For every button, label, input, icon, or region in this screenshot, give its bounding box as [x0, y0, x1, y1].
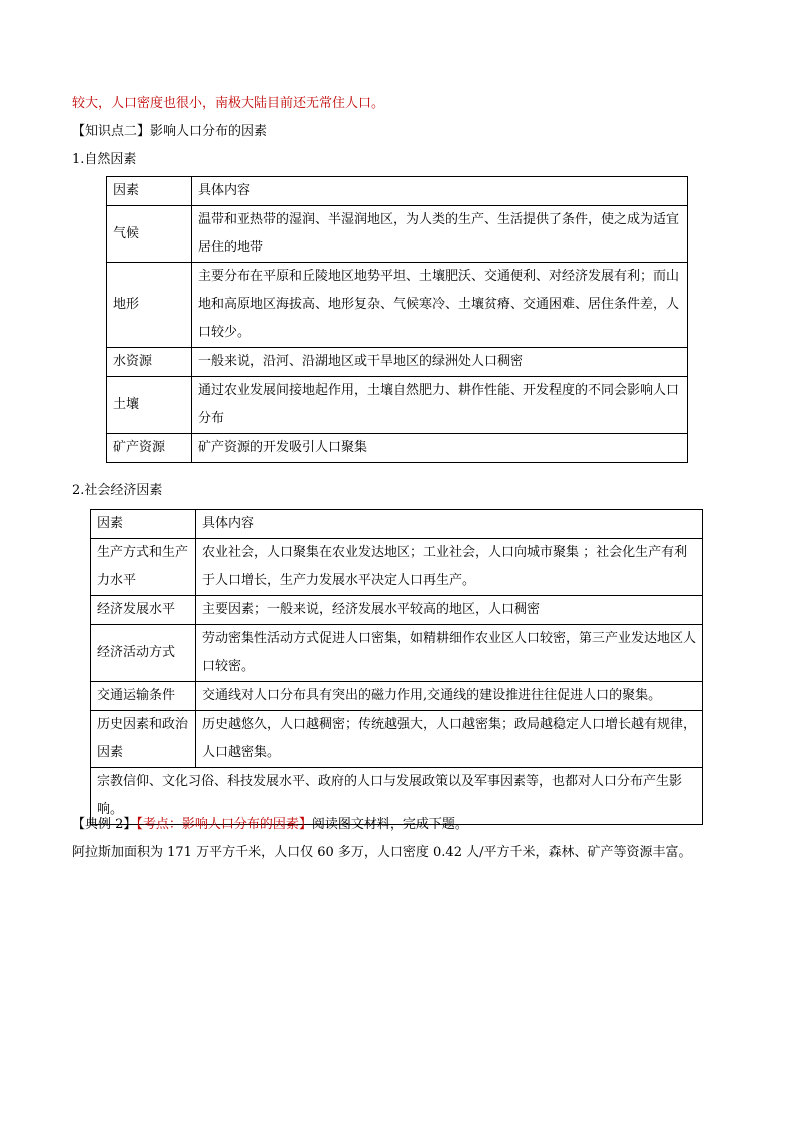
socio-factors-heading: 2.社会经济因素: [72, 483, 163, 498]
footnote-cell: 宗教信仰、文化习俗、科技发展水平、政府的人口与发展政策以及军事因素等，也都对人口分布产生影响。: [91, 768, 703, 825]
table-row: [107, 263, 688, 348]
table-row: [91, 596, 703, 625]
table-row: [107, 206, 688, 263]
example-text: 阿拉斯加面积为 171 万平方千米，人口仅 60 多万，人口密度 0.42 人/平方千米，森林、矿产等资源丰富。: [72, 845, 692, 860]
table-row: [107, 434, 688, 463]
table-row: [91, 682, 703, 711]
table-row: [91, 711, 703, 768]
factor-cell: 交通运输条件: [91, 682, 196, 711]
factor-cell: 矿产资源: [107, 434, 192, 463]
table-header-row: [107, 177, 688, 206]
natural-factors-heading: 1.自然因素: [72, 152, 137, 167]
table-row: [91, 625, 703, 682]
content-cell: 矿产资源的开发吸引人口聚集: [192, 434, 688, 463]
content-cell: 农业社会，人口聚集在农业发达地区；工业社会，人口向城市聚集 ；社会化生产有利于人口增长，生产力发展水平决定人口再生产。: [196, 539, 703, 596]
table-header-row: [91, 510, 703, 539]
factor-cell: 土壤: [107, 377, 192, 434]
section-heading: 【知识点二】影响人口分布的因素: [72, 124, 268, 139]
factor-cell: 水资源: [107, 348, 192, 377]
factor-cell: 经济发展水平: [91, 596, 196, 625]
factor-cell: 历史因素和政治因素: [91, 711, 196, 768]
example-line: [72, 815, 468, 835]
content-cell: 劳动密集性活动方式促进人口密集，如精耕细作农业区人口较密，第三产业发达地区人口较密。: [196, 625, 703, 682]
content-cell: 一般来说，沿河、沿湖地区或干旱地区的绿洲处人口稠密: [192, 348, 688, 377]
example-instruction: 阅读图文材料，完成下题。: [311, 817, 468, 832]
table-row: [107, 348, 688, 377]
content-cell: 主要分布在平原和丘陵地区地势平坦、土壤肥沃、交通便利、对经济发展有利；而山地和高原地区海拔高、地形复杂、气候寒冷、土壤贫瘠、交通困难、居住条件差，人口较少。: [192, 263, 688, 348]
content-cell: 历史越悠久，人口越稠密；传统越强大，人口越密集；政局越稳定人口增长越有规律，人口越密集。: [196, 711, 703, 768]
factor-cell: 经济活动方式: [91, 625, 196, 682]
content-cell: 主要因素；一般来说，经济发展水平较高的地区，人口稠密: [196, 596, 703, 625]
content-cell: 温带和亚热带的湿润、半湿润地区，为人类的生产、生活提供了条件，使之成为适宜居住的地带: [192, 206, 688, 263]
header-content: 具体内容: [192, 177, 688, 206]
factor-cell: 地形: [107, 263, 192, 348]
content-cell: 交通线对人口分布具有突出的磁力作用,交通线的建设推进往往促进人口的聚集。: [196, 682, 703, 711]
header-factor: 因素: [107, 177, 192, 206]
example-label: 【典例 2】: [72, 817, 137, 832]
factor-cell: 生产方式和生产力水平: [91, 539, 196, 596]
intro-carry-line: 较大，人口密度也很小，南极大陆目前还无常住人口。: [72, 96, 385, 111]
table-row: [91, 539, 703, 596]
natural-factors-table: [106, 176, 688, 463]
factor-cell: 气候: [107, 206, 192, 263]
content-cell: 通过农业发展间接地起作用，土壤自然肥力、耕作性能、开发程度的不同会影响人口分布: [192, 377, 688, 434]
socio-factors-table: [90, 509, 703, 825]
example-tag: 【考点：影响人口分布的因素】: [136, 817, 312, 832]
header-factor: 因素: [91, 510, 196, 539]
header-content: 具体内容: [196, 510, 703, 539]
table-row: [107, 377, 688, 434]
